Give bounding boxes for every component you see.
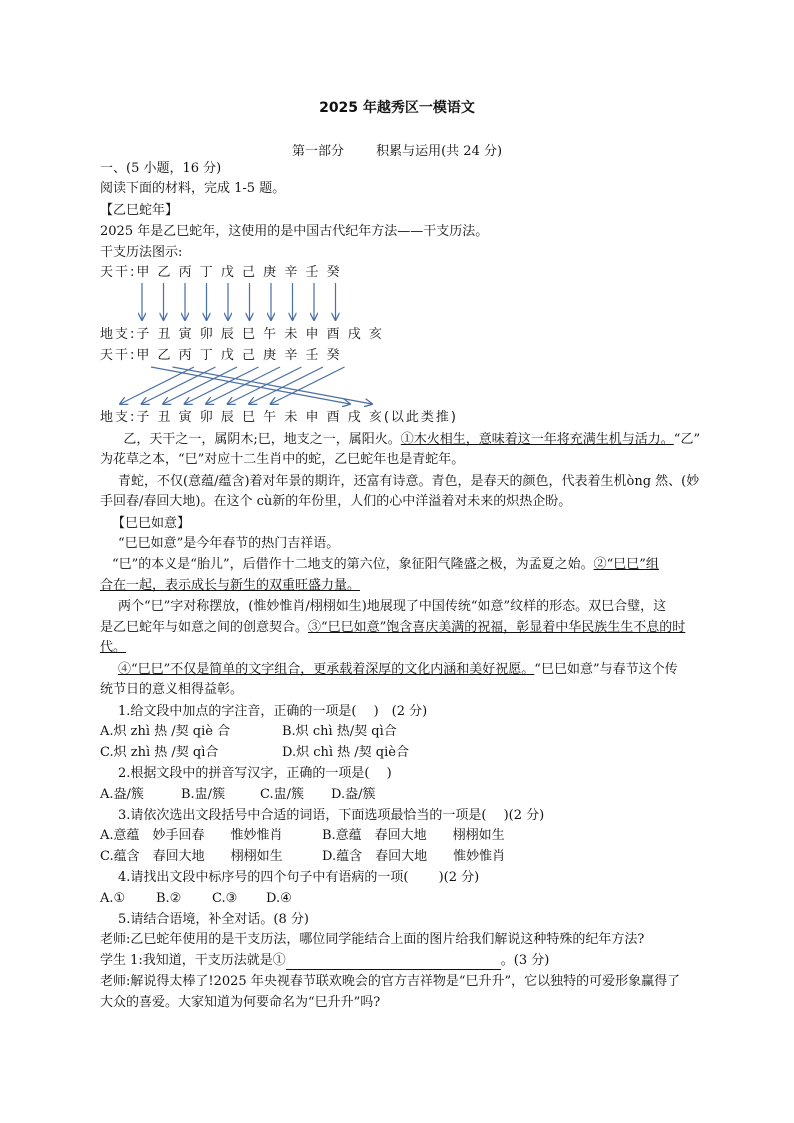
- sentence-2-start: ②“巳巳”组: [593, 557, 659, 572]
- paragraph-2-line-2: 为花草之本，“巳”对应十二生肖中的蛇，乙巳蛇年也是青蛇年。: [100, 452, 465, 467]
- mapping-arrow: [228, 367, 302, 404]
- p6-text: 是乙巳蛇年与如意之间的创意契合。: [100, 620, 309, 635]
- student-1-score: 。(3 分): [500, 953, 550, 968]
- paragraph-7-line-1: [118, 661, 678, 679]
- q1-option-a: A.炽 zhì 热 /契 qiè 合: [100, 724, 231, 739]
- tiangan-label: 天干:: [100, 348, 137, 363]
- question-3: 3.请依次选出文段括号中合适的词语，下面选项最恰当的一项是( )(2 分): [118, 808, 545, 823]
- q3-option-b: B.意蕴 春回大地 栩栩如生: [322, 828, 505, 843]
- heading-yisi: 【乙巳蛇年】: [100, 203, 179, 218]
- part-name: 第一部分: [291, 144, 344, 159]
- dialogue-teacher-2-line-2: 大众的喜爱。大家知道为何要命名为“巳升升”吗?: [100, 995, 381, 1010]
- paragraph-6-line-1: 两个“巳”字对称摆放，(惟妙惟肖/栩栩如生)地展现了中国传统“如意”纹样的形态。双巳合璧，这: [118, 599, 667, 614]
- paragraph-1: 2025 年是乙巳蛇年，这使用的是中国古代纪年方法——干支历法。: [100, 224, 489, 239]
- paragraph-3-line-1: 青蛇，不仅(意蕴/蕴含)着对年景的期许，还富有诗意。青色，是春天的颜色，代表着生机òng 然、(妙: [118, 474, 700, 489]
- mapping-arrow: [206, 367, 280, 404]
- tiangan-chars: 甲 乙 丙 丁 戊 己 庚 辛 壬 癸: [136, 348, 342, 363]
- q2-option-d: D.盎/簇: [331, 787, 376, 802]
- q4-option-d: D.④: [266, 891, 292, 906]
- q3-option-d: D.蕴含 春回大地 惟妙惟肖: [322, 849, 506, 864]
- q1-option-d: D.炽 chì 热 /契 qiè合: [282, 745, 409, 760]
- dizhi-chars: 子 丑 寅 卯 辰 巳 午 未 申 酉 戌 亥: [136, 410, 384, 425]
- mapping-arrow: [173, 367, 373, 404]
- paragraph-4: “巳巳如意”是今年春节的热门吉祥语。: [118, 536, 340, 551]
- mapping-arrow: [249, 367, 323, 404]
- paragraph-6-line-3: [100, 639, 126, 657]
- q2-option-a: A.盎/簇: [100, 787, 144, 802]
- dialogue-teacher-1: 老师:乙巳蛇年使用的是干支历法，哪位同学能结合上面的图片给我们解说这种特殊的纪年方法?: [100, 932, 645, 947]
- q4-option-c: C.③: [212, 891, 238, 906]
- q2-option-b: B.盅/簇: [181, 787, 226, 802]
- p5-text: “巳”的本义是“胎儿”，后借作十二地支的第六位，象征阳气隆盛之极，为孟夏之始。: [112, 557, 594, 572]
- question-2: 2.根据文段中的拼音写汉字，正确的一项是( ): [118, 766, 392, 781]
- p2-tail: “乙”: [673, 432, 701, 447]
- sentence-3-end: 代。: [100, 640, 127, 655]
- mapping-arrow: [120, 367, 194, 404]
- part-desc: 积累与运用(共 24 分): [376, 144, 503, 159]
- heading-sisi: 【巳巳如意】: [112, 516, 191, 531]
- dialogue-student-1: [100, 952, 549, 970]
- dizhi-label: 地支:: [100, 327, 137, 342]
- sentence-3-start: ③“巳巳如意”饱含喜庆美满的祝福，彰显着中华民族生生不息的时: [308, 620, 686, 635]
- paragraph-5-line-1: [112, 556, 659, 574]
- dizhi-note: (以此类推): [383, 410, 459, 425]
- student-1-text: 学生 1:我知道，干支历法就是①: [100, 953, 286, 968]
- sentence-4: ④“巳巳”不仅是简单的文字组合，更承载着深厚的文化内涵和美好祝愿。: [118, 662, 535, 677]
- paragraph-6-line-2: [100, 619, 685, 637]
- question-4: 4.请找出文段中标序号的四个句子中有语病的一项( )(2 分): [118, 870, 480, 885]
- tiangan-chars: 甲 乙 丙 丁 戊 己 庚 辛 壬 癸: [136, 265, 342, 280]
- q1-option-c: C.炽 zhì 热 /契 qì合: [100, 745, 219, 760]
- q4-option-a: A.①: [100, 891, 126, 906]
- paragraph-7-line-2: 统节日的意义相得益彰。: [100, 682, 244, 697]
- diagram-label: 干支历法图示:: [100, 245, 183, 260]
- paragraph-2-line-1: [100, 431, 700, 449]
- page-title: 2025 年越秀区一模语文: [319, 100, 475, 116]
- dizhi-chars: 子 丑 寅 卯 辰 巳 午 未 申 酉 戌 亥: [136, 327, 384, 342]
- mapping-arrow: [271, 367, 345, 404]
- question-5: 5.请结合语境，补全对话。(8 分): [118, 912, 309, 927]
- p7-tail: “巳巳如意”与春节这个传: [534, 662, 678, 677]
- q4-option-b: B.②: [156, 891, 182, 906]
- section-heading: 一、(5 小题，16 分): [100, 161, 222, 176]
- q3-option-c: C.蕴含 春回大地 栩栩如生: [100, 849, 283, 864]
- q1-option-b: B.炽 chì 热/契 qì合: [282, 724, 397, 739]
- mapping-arrow: [151, 367, 350, 404]
- tiangan-label: 天干:: [100, 265, 137, 280]
- sentence-2-end: 合在一起，表示成长与新生的双重旺盛力量。: [100, 578, 361, 593]
- q3-option-a: A.意蕴 妙手回春 惟妙惟肖: [100, 828, 283, 843]
- intro-text: 阅读下面的材料，完成 1-5 题。: [100, 181, 286, 196]
- p2-text: 乙，天干之一，属阴木;巳，地支之一，属阳火。: [123, 432, 401, 447]
- question-1: 1.给文段中加点的字注音，正确的一项是( ) (2 分): [118, 704, 428, 719]
- sentence-1: ①木火相生，意味着这一年将充满生机与活力。: [400, 432, 674, 447]
- q2-option-c: C.盅/簇: [260, 787, 304, 802]
- dialogue-teacher-2-line-1: 老师:解说得太棒了!2025 年央视春节联欢晚会的官方吉祥物是“巳升升”，它以独特的可爱形象赢得了: [100, 974, 681, 989]
- dizhi-label: 地支:: [100, 410, 137, 425]
- paragraph-5-line-2: [100, 577, 360, 595]
- answer-blank-1[interactable]: [286, 955, 501, 970]
- paragraph-3-line-2: 手回春/春回大地)。在这个 cù新的年份里，人们的心中洋溢着对未来的炽热企盼。: [100, 494, 572, 509]
